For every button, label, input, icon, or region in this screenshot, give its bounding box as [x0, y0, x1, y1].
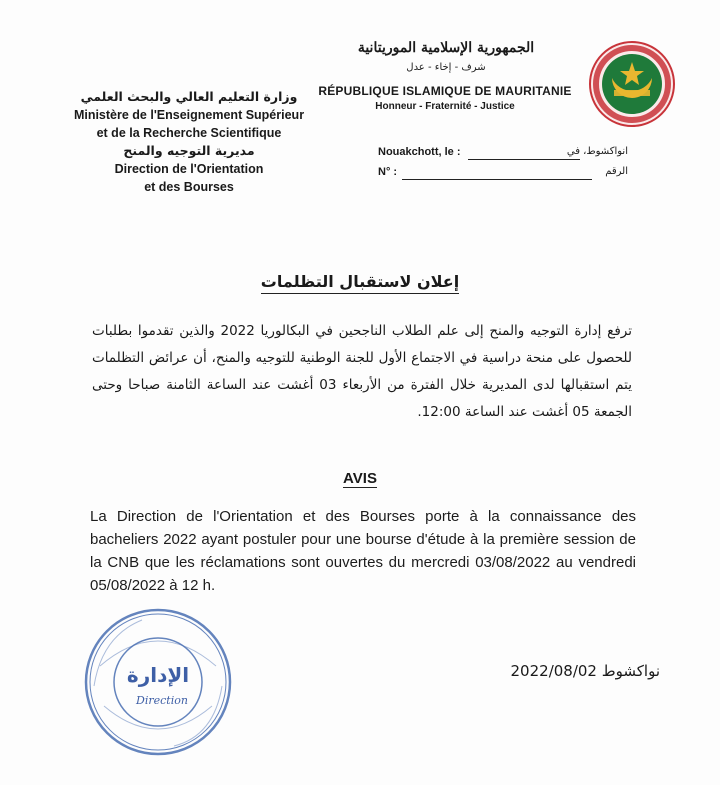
place-label-fr: Nouakchott, le : — [378, 146, 461, 158]
republic-name-fr: RÉPUBLIQUE ISLAMIQUE DE MAURITANIE — [318, 84, 572, 98]
number-label-fr: N° : — [378, 166, 398, 178]
direction-name-ar: مديرية التوجيه والمنح — [123, 143, 255, 158]
direction-name-fr-2: et des Bourses — [144, 180, 234, 194]
republic-motto-ar: شرف - إخاء - عدل — [406, 62, 486, 73]
number-label-ar: الرقم — [605, 166, 628, 177]
ministry-name-fr-1: Ministère de l'Enseignement Supérieur — [73, 108, 305, 122]
stamp-center-fr: Direction — [136, 694, 188, 707]
place-label-ar: انواكشوط، في — [566, 146, 628, 157]
national-seal-icon — [588, 40, 676, 128]
republic-motto-fr: Honneur - Fraternité - Justice — [375, 101, 515, 112]
number-blank-line — [402, 179, 592, 180]
ministry-block — [64, 88, 314, 196]
ministry-name-fr-2: et de la Recherche Scientifique — [96, 126, 282, 140]
ministry-name-ar: وزارة التعليم العالي والبحث العلمي — [80, 89, 298, 104]
place-field-row — [378, 146, 628, 162]
announcement-body-ar: ترفع إدارة التوجيه والمنح إلى علم الطلاب الناجحين في البكالوريا 2022 والذين تقدموا بطلبات للحصول على منحة دراسية في الاجتماع الأول للجنة الوطنية للتوجيه والمنح، أن عرائض التظلمات يتم استقبالها لدى المديرية خلال الفترة من الأربعاء 03 أغشت عند الساعة الثامنة صباحا وحتى الجمعة 05 أغشت عند الساعة 12:00. — [92, 323, 632, 420]
number-field-row — [378, 166, 628, 182]
direction-name-fr-1: Direction de l'Orientation — [114, 162, 264, 176]
stamp-center-ar: الإدارة — [126, 663, 190, 687]
signature-place-date: نواكشوط 2022/08/02 — [510, 662, 660, 680]
announcement-title-ar: إعلان لاستقبال التظلمات — [0, 272, 720, 291]
notice-body-fr: La Direction de l'Orientation et des Bourses porte à la connaissance des bacheliers 2022 ayant postuler pour une bourse d'étude à la première session de la CNB que les réclamations sont ouvertes du mercredi 03/08/2022 au vendredi 05/08/2022 à 12 h. — [90, 508, 636, 594]
place-blank-line — [468, 159, 580, 160]
republic-name-ar: الجمهورية الإسلامية الموريتانية — [357, 40, 535, 56]
notice-title-fr: AVIS — [343, 470, 377, 487]
official-stamp-icon — [82, 606, 234, 758]
